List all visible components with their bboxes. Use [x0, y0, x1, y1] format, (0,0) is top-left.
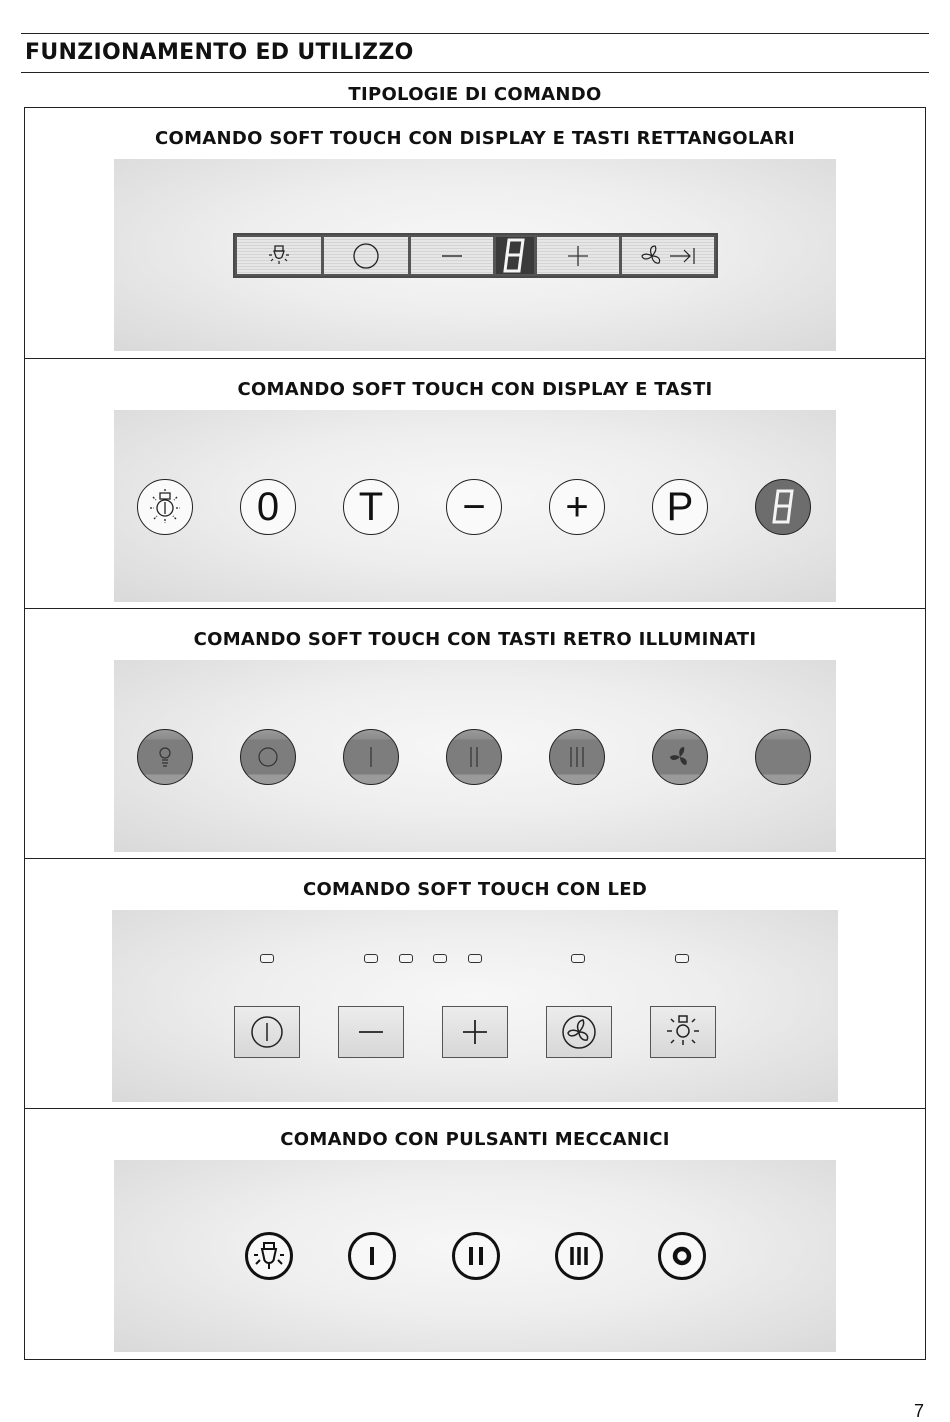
speed-2-button[interactable] — [446, 729, 502, 785]
timer-label: T — [358, 484, 384, 529]
off-button[interactable] — [240, 729, 296, 785]
page-number: 7 — [913, 1401, 924, 1421]
section-title: COMANDO SOFT TOUCH CON DISPLAY E TASTI RETTANGOLARI — [154, 128, 796, 149]
speed-2-button[interactable] — [452, 1232, 500, 1280]
light-button[interactable] — [137, 729, 193, 785]
section-led-keys — [25, 858, 925, 1108]
section-backlit-keys — [25, 608, 925, 858]
speed-led — [468, 954, 482, 963]
seven-segment-display — [496, 237, 534, 274]
section-mechanical-keys — [25, 1108, 925, 1361]
minus-icon — [357, 1027, 385, 1037]
speed-1-icon — [362, 1244, 382, 1268]
seven-segment-display — [755, 479, 811, 535]
timer-button[interactable] — [343, 479, 399, 535]
light-button[interactable] — [137, 479, 193, 535]
light-icon — [266, 243, 292, 269]
speed-2-icon — [465, 1244, 487, 1268]
page-subtitle: TIPOLOGIE DI COMANDO — [348, 84, 602, 105]
power-button[interactable] — [234, 1006, 300, 1058]
page-title: FUNZIONAMENTO ED UTILIZZO — [25, 40, 414, 65]
light-icon — [145, 487, 185, 527]
control-panel — [114, 159, 836, 351]
power-icon — [249, 1014, 285, 1050]
light-button[interactable] — [245, 1232, 293, 1280]
speed-3-button[interactable] — [549, 729, 605, 785]
light-icon — [664, 1013, 702, 1051]
minus-label: − — [462, 484, 486, 529]
speed-3-icon — [567, 1244, 591, 1268]
speed-1-button[interactable] — [343, 729, 399, 785]
minus-icon — [440, 251, 464, 261]
program-button[interactable] — [652, 479, 708, 535]
speed-led — [399, 954, 413, 963]
off-icon — [670, 1244, 694, 1268]
fan-button[interactable] — [546, 1006, 612, 1058]
section-display-keys — [25, 358, 925, 608]
fan-boost-icon — [638, 242, 698, 270]
plus-label: + — [565, 484, 589, 529]
blank-button[interactable] — [755, 729, 811, 785]
control-panel — [114, 660, 836, 852]
speed-led — [433, 954, 447, 963]
speed-1-button[interactable] — [348, 1232, 396, 1280]
fan-button[interactable] — [652, 729, 708, 785]
plus-icon — [566, 244, 590, 268]
control-panel — [114, 1160, 836, 1352]
speed-2-icon — [464, 745, 484, 769]
bulb-icon — [155, 745, 175, 769]
display-8-icon — [502, 237, 528, 275]
fan-led — [571, 954, 585, 963]
off-button[interactable] — [658, 1232, 706, 1280]
control-types-frame — [24, 107, 926, 1360]
speed-led — [364, 954, 378, 963]
plus-button[interactable] — [549, 479, 605, 535]
minus-button[interactable] — [411, 237, 493, 274]
light-icon — [251, 1238, 287, 1274]
light-button[interactable] — [650, 1006, 716, 1058]
minus-button[interactable] — [446, 479, 502, 535]
rectangular-key-bar — [233, 233, 718, 278]
fan-icon — [560, 1013, 598, 1051]
section-title: COMANDO SOFT TOUCH CON LED — [302, 879, 648, 900]
zero-label: 0 — [256, 484, 280, 529]
light-led — [675, 954, 689, 963]
section-rectangular-keys — [25, 108, 925, 358]
section-title: COMANDO SOFT TOUCH CON TASTI RETRO ILLUMINATI — [193, 629, 757, 650]
program-label: P — [666, 484, 694, 529]
top-rule — [21, 33, 929, 34]
fan-boost-button[interactable] — [622, 237, 714, 274]
light-button[interactable] — [237, 237, 321, 274]
minus-button[interactable] — [338, 1006, 404, 1058]
speed-3-icon — [567, 745, 587, 769]
plus-icon — [461, 1018, 489, 1046]
section-title: COMANDO SOFT TOUCH CON DISPLAY E TASTI — [237, 379, 713, 400]
plus-button[interactable] — [537, 237, 619, 274]
title-underline — [21, 72, 929, 73]
display-8-icon — [769, 487, 797, 527]
speed-3-button[interactable] — [555, 1232, 603, 1280]
off-icon — [352, 242, 380, 270]
control-panel — [112, 910, 838, 1102]
off-icon — [256, 745, 280, 769]
off-button[interactable] — [324, 237, 408, 274]
plus-button[interactable] — [442, 1006, 508, 1058]
speed-1-icon — [361, 745, 381, 769]
control-panel — [114, 410, 836, 602]
zero-button[interactable] — [240, 479, 296, 535]
power-led — [260, 954, 274, 963]
section-title: COMANDO CON PULSANTI MECCANICI — [280, 1129, 670, 1150]
fan-icon — [667, 744, 693, 770]
